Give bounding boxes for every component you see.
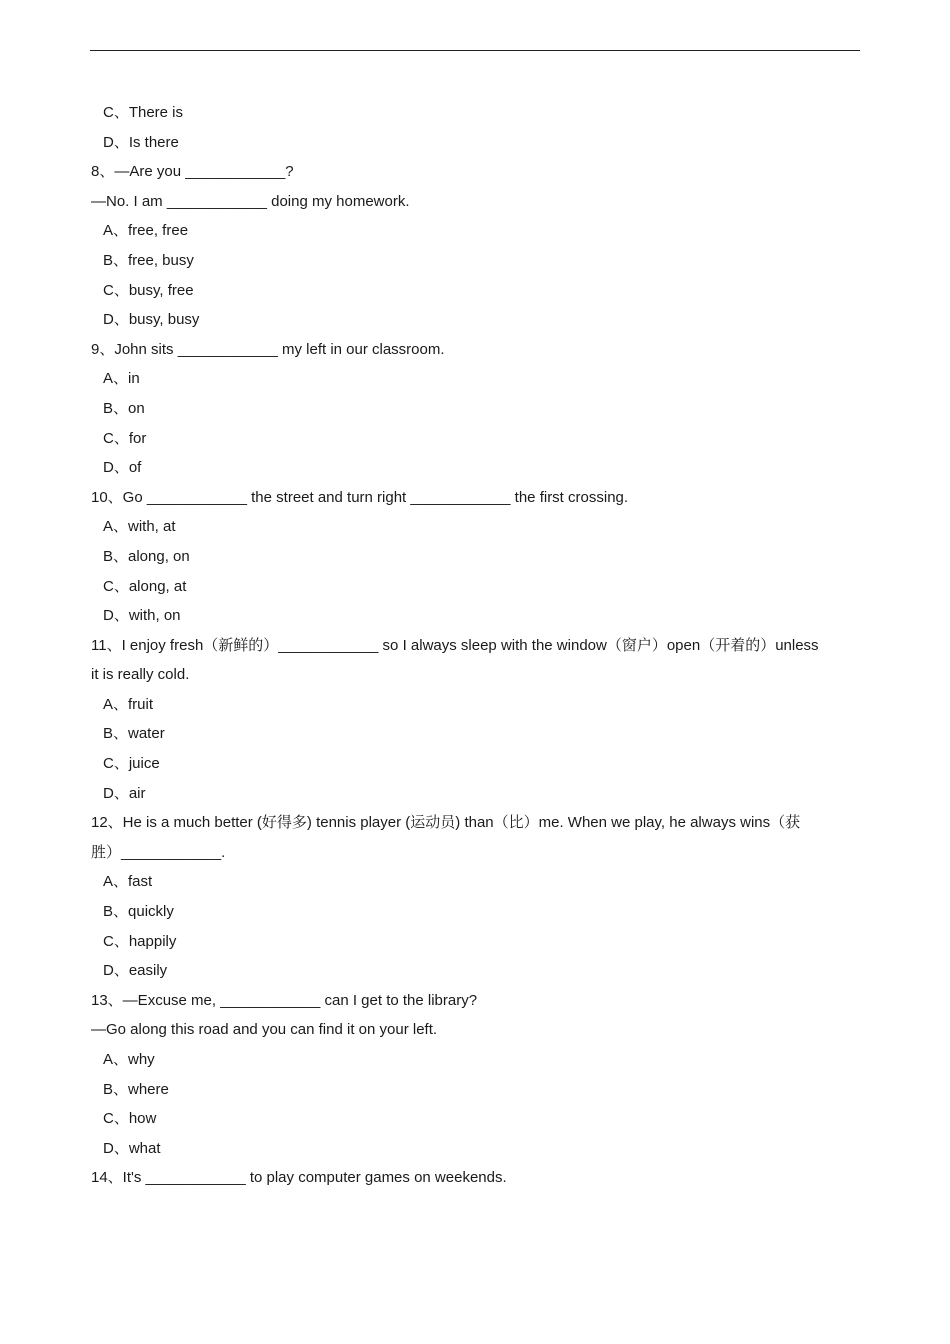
question-8-line-2: —No. I am ____________ doing my homework. xyxy=(91,192,410,210)
question-11-line-2: it is really cold. xyxy=(91,666,190,684)
question-13: 13、—Excuse me, ____________ can I get to the library? xyxy=(91,991,478,1009)
option-d: D、what xyxy=(103,1139,161,1157)
option-b: B、quickly xyxy=(103,903,174,921)
option-a: A、in xyxy=(103,370,140,388)
option-d: D、Is there xyxy=(103,133,179,151)
question-12: 12、He is a much better (好得多) tennis player (运动员) than（比）me. When we play, he always wins（获 xyxy=(91,814,801,832)
option-c: C、There is xyxy=(103,104,184,121)
option-b: B、water xyxy=(103,725,165,743)
question-14: 14、It's ____________ to play computer games on weekends. xyxy=(91,1169,507,1187)
option-a: A、free, free xyxy=(103,222,189,240)
question-list xyxy=(91,98,861,1193)
option-d: D、with, on xyxy=(103,607,181,625)
question-8: 8、—Are you ____________? xyxy=(91,163,294,181)
option-b: B、on xyxy=(103,399,145,417)
question-13-line-2: —Go along this road and you can find it on your left. xyxy=(91,1021,438,1039)
option-b: B、along, on xyxy=(103,547,190,565)
question-12-line-2: 胜）____________. xyxy=(91,843,226,861)
option-b: B、where xyxy=(103,1080,169,1098)
option-b: B、free, busy xyxy=(103,251,194,269)
option-d: D、air xyxy=(103,784,146,802)
question-9: 9、John sits ____________ my left in our classroom. xyxy=(91,340,445,358)
option-a: A、why xyxy=(103,1051,155,1068)
option-c: C、for xyxy=(103,429,147,447)
option-d: D、of xyxy=(103,459,142,477)
option-c: C、juice xyxy=(103,755,160,773)
option-a: A、fast xyxy=(103,873,153,891)
option-c: C、busy, free xyxy=(103,281,194,299)
option-c: C、how xyxy=(103,1110,157,1128)
option-d: D、easily xyxy=(103,962,168,980)
header-rule xyxy=(90,50,860,51)
option-d: D、busy, busy xyxy=(103,311,200,329)
option-a: A、fruit xyxy=(103,695,154,713)
question-10: 10、Go ____________ the street and turn right ____________ the first crossing. xyxy=(91,488,629,506)
question-11: 11、I enjoy fresh（新鲜的）____________ so I always sleep with the window（窗户）open（开着的）unless xyxy=(91,636,819,654)
option-c: C、happily xyxy=(103,932,177,950)
option-c: C、along, at xyxy=(103,577,187,595)
option-a: A、with, at xyxy=(103,518,176,536)
